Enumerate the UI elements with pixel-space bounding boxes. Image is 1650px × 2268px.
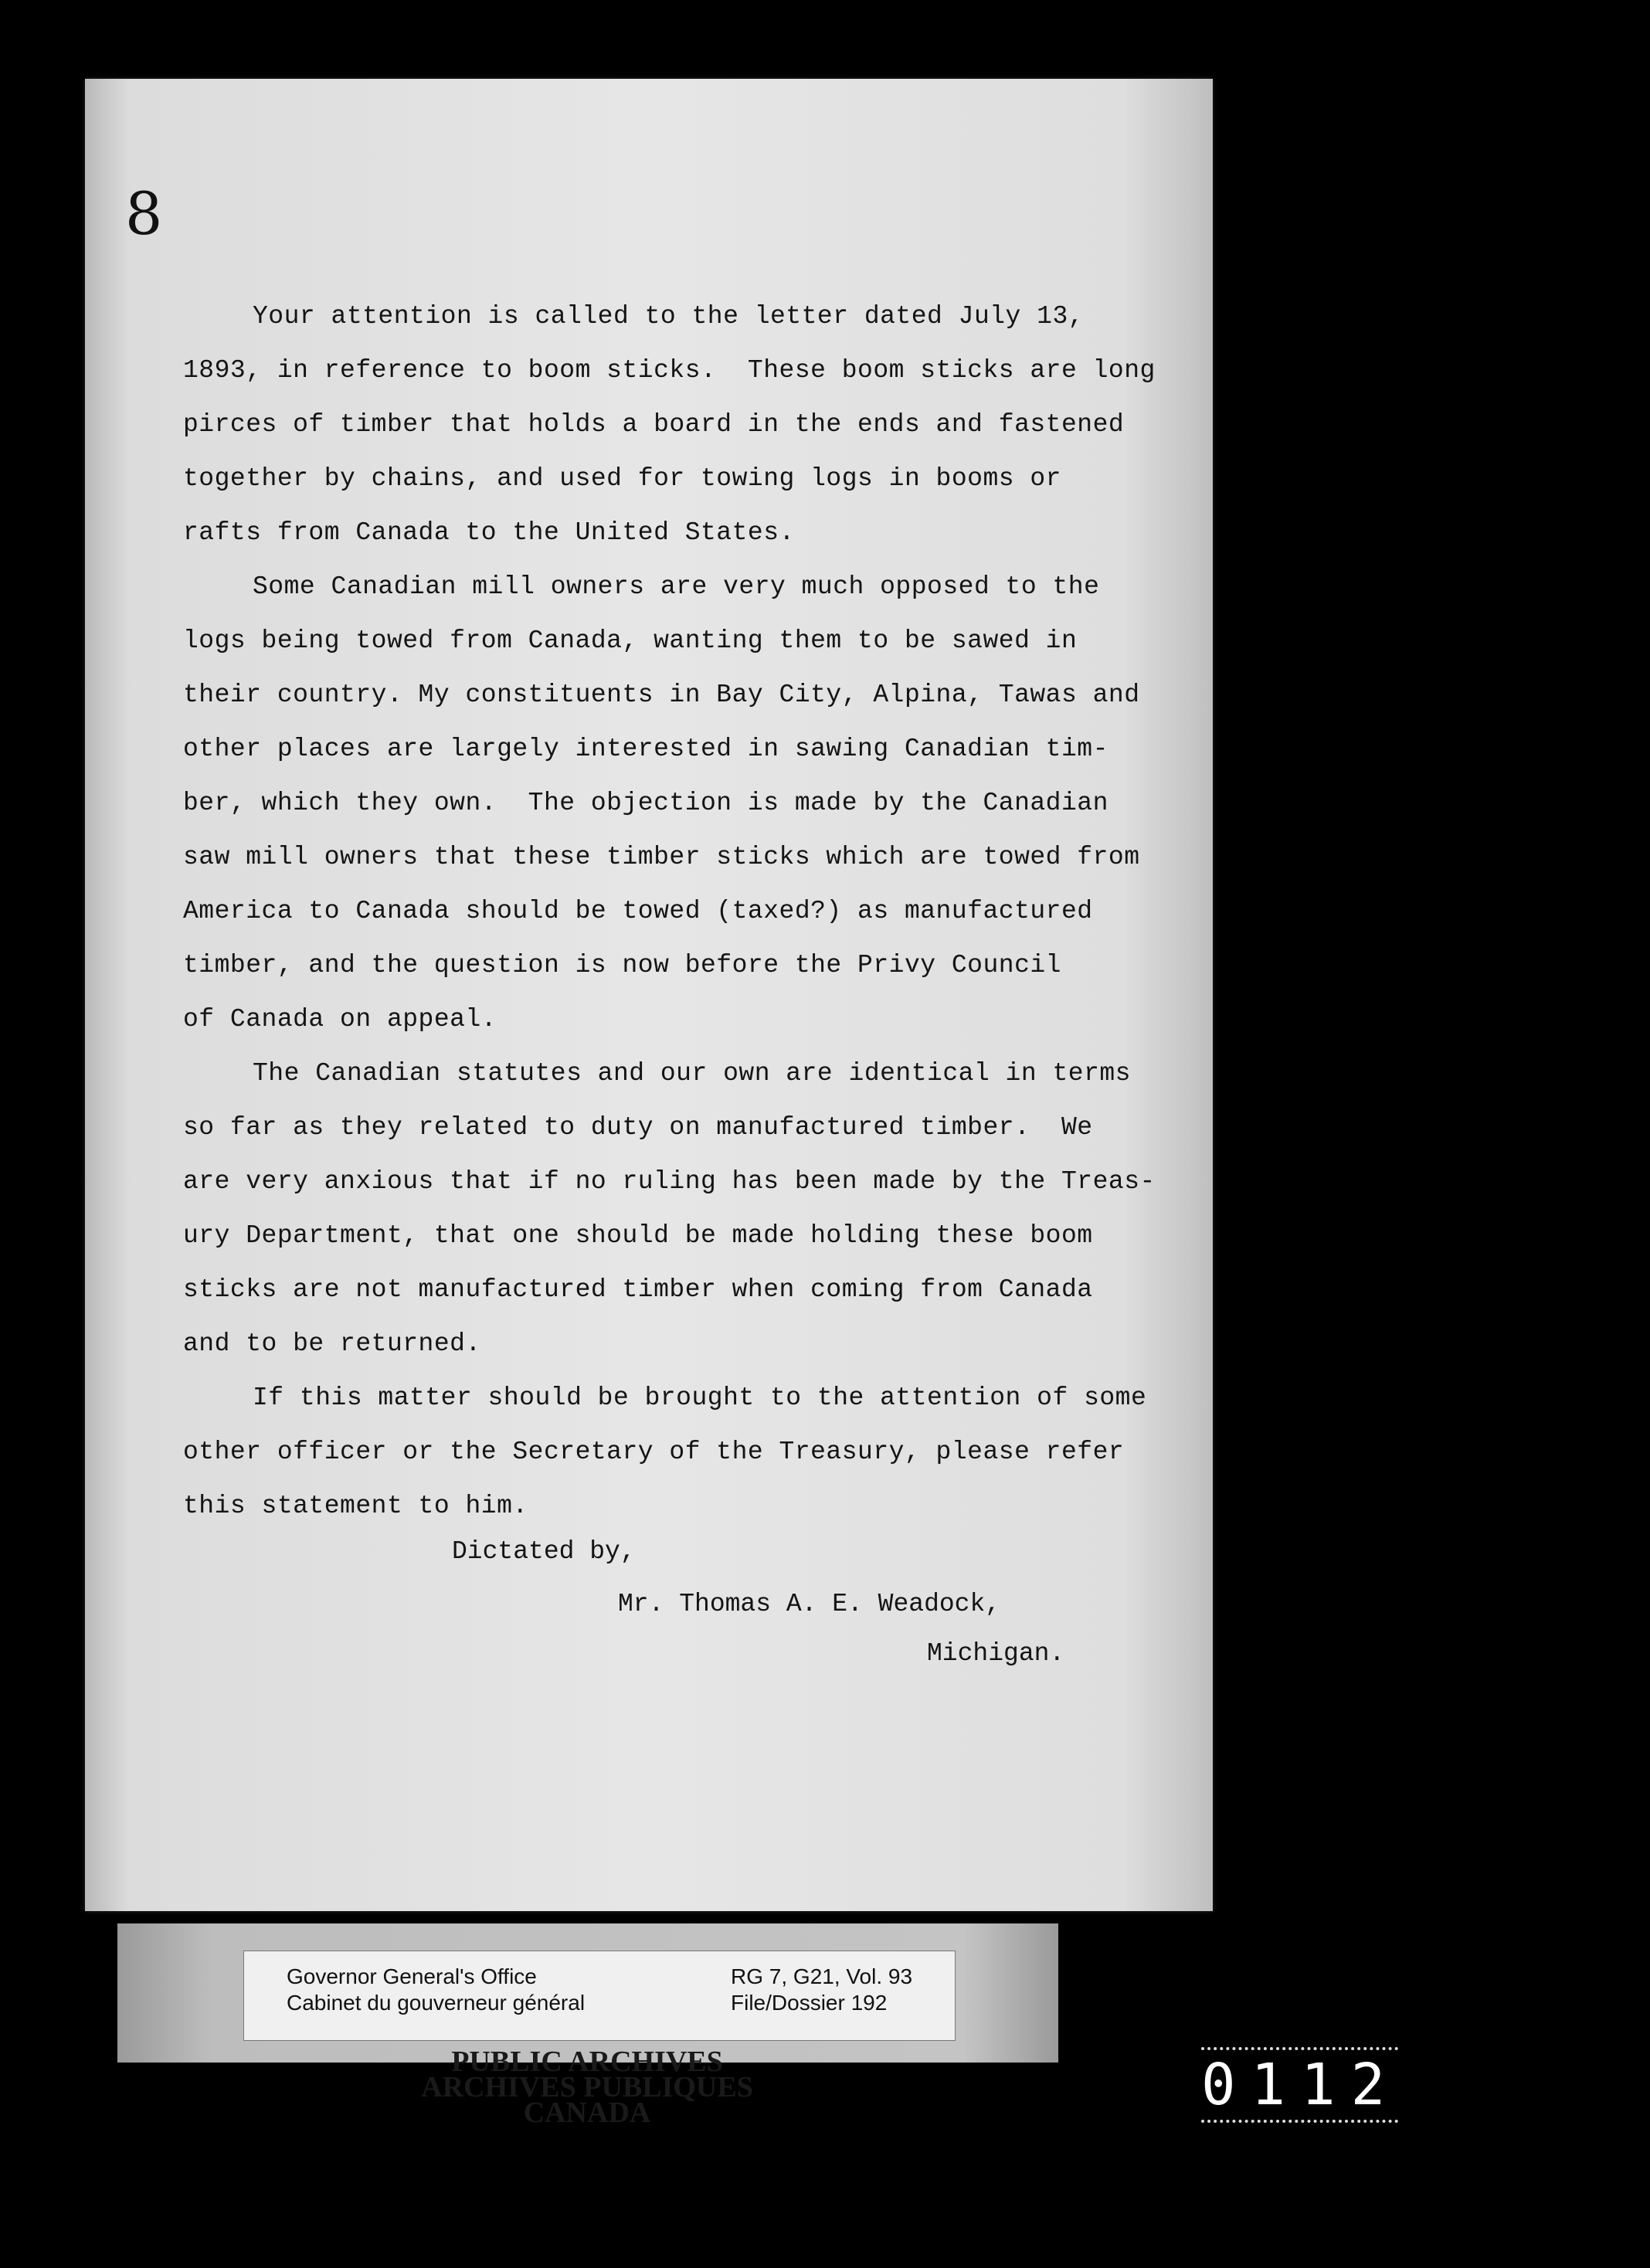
text-line: so far as they related to duty on manufactured timber. We [183,1113,1093,1142]
text-line: this statement to him. [183,1492,528,1520]
text-line: ury Department, that one should be made holding these boom [183,1221,1093,1250]
text-line: Your attention is called to the letter dated July 13, [253,302,1085,331]
label-office [287,1964,585,2016]
label-reference [731,1964,912,2016]
text-line: saw mill owners that these timber sticks which are towed from [183,843,1140,871]
text-line: 1893, in reference to boom sticks. These boom sticks are long [183,356,1156,385]
stamp-line-2: ARCHIVES PUBLIQUES [421,2071,753,2103]
paragraph-1 [183,290,1156,560]
paragraph-2 [183,560,1141,1047]
office-french: Cabinet du gouverneur général [287,1991,586,2015]
text-line: other officer or the Secretary of the Treasury, please refer [183,1438,1125,1466]
text-line: logs being towed from Canada, wanting them to be sawed in [183,626,1078,655]
stamp-line-1: PUBLIC ARCHIVES [451,2046,723,2078]
dictated-by: Dictated by, [452,1537,636,1566]
text-line: sticks are not manufactured timber when coming from Canada [183,1275,1093,1304]
page-number: 8 [125,179,163,248]
text-line: are very anxious that if no ruling has been made by the Treas- [183,1167,1156,1196]
text-line: rafts from Canada to the United States. [183,518,795,547]
text-line: America to Canada should be towed (taxed?) as manufactured [183,897,1093,925]
file-number: File/Dossier 192 [731,1991,888,2015]
archives-stamp [317,2046,857,2129]
text-line: Some Canadian mill owners are very much opposed to the [253,572,1100,601]
archive-label [243,1951,956,2041]
text-line: together by chains, and used for towing logs in booms or [183,464,1061,493]
text-line: The Canadian statutes and our own are identical in terms [253,1059,1131,1088]
signatory-name: Mr. Thomas A. E. Weadock, [618,1590,1001,1618]
text-line: If this matter should be brought to the attention of some [253,1384,1147,1412]
text-line: other places are largely interested in sawing Canadian tim- [183,735,1108,763]
record-group: RG 7, G21, Vol. 93 [731,1964,913,1988]
text-line: pirces of timber that holds a board in the ends and fastened [183,410,1125,439]
signatory-state: Michigan. [927,1639,1065,1668]
office-english: Governor General's Office [287,1964,537,1988]
text-line: ber, which they own. The objection is made by the Canadian [183,789,1108,817]
letter-body [183,290,1156,1533]
frame-number: 0112 [1201,2047,1398,2123]
text-line: timber, and the question is now before the Privy Council [183,951,1061,980]
text-line: and to be returned. [183,1329,481,1358]
text-line: of Canada on appeal. [183,1005,497,1034]
text-line: their country. My constituents in Bay City, Alpina, Tawas and [183,681,1140,709]
stamp-line-3: CANADA [523,2097,651,2129]
paragraph-3 [183,1047,1156,1371]
paragraph-4 [183,1371,1147,1533]
